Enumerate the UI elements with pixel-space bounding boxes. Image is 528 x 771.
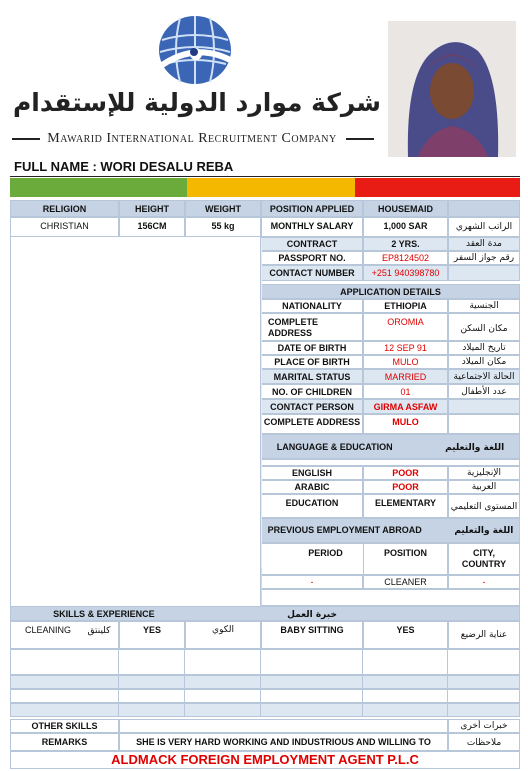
period-header: PERIOD [261, 543, 390, 575]
pob-value: MULO [363, 355, 448, 369]
passport-value: EP8124502 [363, 251, 448, 265]
previous-employment-title [261, 518, 520, 543]
remarks-text: SHE IS VERY HARD WORKING AND INDUSTRIOUS AND WILLING TO [119, 733, 448, 751]
arabic-label: ARABIC [261, 480, 363, 494]
language-title-en: LANGUAGE & EDUCATION [276, 442, 393, 452]
contact-person-arabic [448, 399, 520, 414]
other-skills-arabic: خبرات أخرى [448, 719, 520, 733]
prev-period-value: - [261, 575, 363, 589]
skills-title-en: SKILLS & EXPERIENCE [53, 609, 155, 619]
skill-ironing-arabic: الكوي [185, 621, 261, 649]
contract-value: 2 YRS. [363, 237, 448, 251]
company-arabic-name: شركة موارد الدولية للإستقدام [12, 88, 382, 117]
address-arabic: مكان السكن [448, 313, 520, 341]
skill-cleaning-value: YES [119, 621, 185, 649]
contract-label: CONTRACT [261, 237, 363, 251]
marital-arabic: الحالة الاجتماعية [448, 369, 520, 384]
skills-col-line-5 [447, 621, 448, 717]
skills-col-line-4 [362, 621, 363, 717]
header-weight: WEIGHT [185, 200, 261, 217]
header-religion: RELIGION [10, 200, 119, 217]
header-height: HEIGHT [119, 200, 185, 217]
language-spacer [261, 459, 520, 466]
pob-label: PLACE OF BIRTH [261, 355, 363, 369]
english-arabic: الإنجليزية [448, 466, 520, 480]
education-label: EDUCATION [261, 494, 363, 518]
skills-empty-row-3 [10, 689, 520, 703]
skill-cleaning [10, 621, 119, 649]
children-label: NO. OF CHILDREN [261, 384, 363, 399]
full-name: FULL NAME : WORI DESALU REBA [14, 159, 234, 174]
contact-address-label: COMPLETE ADDRESS [261, 414, 363, 434]
passport-arabic: رقم جواز السفر [448, 251, 520, 265]
contact-number-value: +251 940398780 [363, 265, 448, 281]
company-english-name: Mawarid International Recruitment Company [47, 131, 337, 146]
company-logo-globe [150, 10, 240, 90]
remarks-arabic: ملاحظات [448, 733, 520, 751]
color-bar-red [355, 178, 520, 197]
other-skills-value [119, 719, 448, 733]
skill-cleaning-label: CLEANING [25, 625, 72, 635]
contract-arabic: مدة العقد [448, 237, 520, 251]
skill-cleaning-arabic: كلينتق [87, 626, 111, 636]
prev-position-value: CLEANER [363, 575, 448, 589]
color-bar-yellow [187, 178, 355, 197]
language-title-ar: اللغة والتعليم [445, 443, 505, 453]
other-skills-label: OTHER SKILLS [10, 719, 119, 733]
nationality-arabic: الجنسية [448, 299, 520, 313]
skills-col-line-3 [260, 621, 261, 717]
contact-person-value: GIRMA ASFAW [363, 399, 448, 414]
salary-value: 1,000 SAR [363, 217, 448, 237]
skills-empty-row-1 [10, 649, 520, 675]
prev-city-value: - [448, 575, 520, 589]
skills-col-line-1 [118, 621, 119, 717]
skill-baby-sitting-label: BABY SITTING [261, 621, 363, 649]
skill-infant-care-arabic: عناية الرضيع [448, 621, 520, 649]
skill-baby-sitting-value: YES [363, 621, 448, 649]
name-underline [10, 176, 520, 177]
salary-label: MONTHLY SALARY [261, 217, 363, 237]
marital-value: MARRIED [363, 369, 448, 384]
header-position-applied: POSITION APPLIED [261, 200, 363, 217]
education-value: ELEMENTARY [363, 494, 448, 518]
skills-title-ar: خبرة العمل [287, 610, 337, 620]
education-arabic: المستوى التعليمي [448, 494, 520, 518]
skills-title-bar [10, 606, 520, 621]
position-header: POSITION [363, 543, 448, 575]
footer-agency-name: ALDMACK FOREIGN EMPLOYMENT AGENT P.L.C [10, 751, 520, 769]
skills-col-line-2 [184, 621, 185, 717]
children-arabic: عدد الأطفال [448, 384, 520, 399]
contact-number-arabic [448, 265, 520, 281]
contact-person-label: CONTACT PERSON [261, 399, 363, 414]
nationality-value: ETHIOPIA [363, 299, 448, 313]
address-label: COMPLETE ADDRESS [261, 313, 363, 341]
contact-number-label: CONTACT NUMBER [261, 265, 363, 281]
city-country-header: CITY, COUNTRY [448, 543, 520, 575]
salary-arabic: الراتب الشهري [448, 217, 520, 237]
color-bar-green [10, 178, 187, 197]
application-details-title: APPLICATION DETAILS [261, 284, 520, 299]
pob-arabic: مكان الميلاد [448, 355, 520, 369]
header-housemaid: HOUSEMAID [363, 200, 448, 217]
portrait-photo [388, 21, 516, 157]
dob-value: 12 SEP 91 [363, 341, 448, 355]
address-value: OROMIA [363, 313, 448, 341]
prev-empty-row [261, 589, 520, 606]
company-name-rule-left [12, 138, 40, 140]
skills-empty-row-2 [10, 675, 520, 689]
dob-arabic: تاريخ الميلاد [448, 341, 520, 355]
contact-address-value: MULO [363, 414, 448, 434]
weight-value: 55 kg [185, 217, 261, 237]
dob-label: DATE OF BIRTH [261, 341, 363, 355]
contact-address-arabic [448, 414, 520, 434]
nationality-label: NATIONALITY [261, 299, 363, 313]
remarks-label: REMARKS [10, 733, 119, 751]
marital-label: MARITAL STATUS [261, 369, 363, 384]
children-value: 01 [363, 384, 448, 399]
previous-title-en: PREVIOUS EMPLOYMENT ABROAD [267, 525, 422, 535]
previous-title-ar: اللغة والتعليم [454, 526, 514, 536]
arabic-arabic: العربية [448, 480, 520, 494]
language-education-title [261, 434, 520, 459]
left-grid-photo-overlay [99, 238, 262, 608]
skills-empty-row-4 [10, 703, 520, 717]
header-blank [448, 200, 520, 217]
religion-value: CHRISTIAN [10, 217, 119, 237]
height-value: 156CM [119, 217, 185, 237]
arabic-value: POOR [363, 480, 448, 494]
english-label: ENGLISH [261, 466, 363, 480]
company-name-rule-right [346, 138, 374, 140]
passport-label: PASSPORT NO. [261, 251, 363, 265]
english-value: POOR [363, 466, 448, 480]
